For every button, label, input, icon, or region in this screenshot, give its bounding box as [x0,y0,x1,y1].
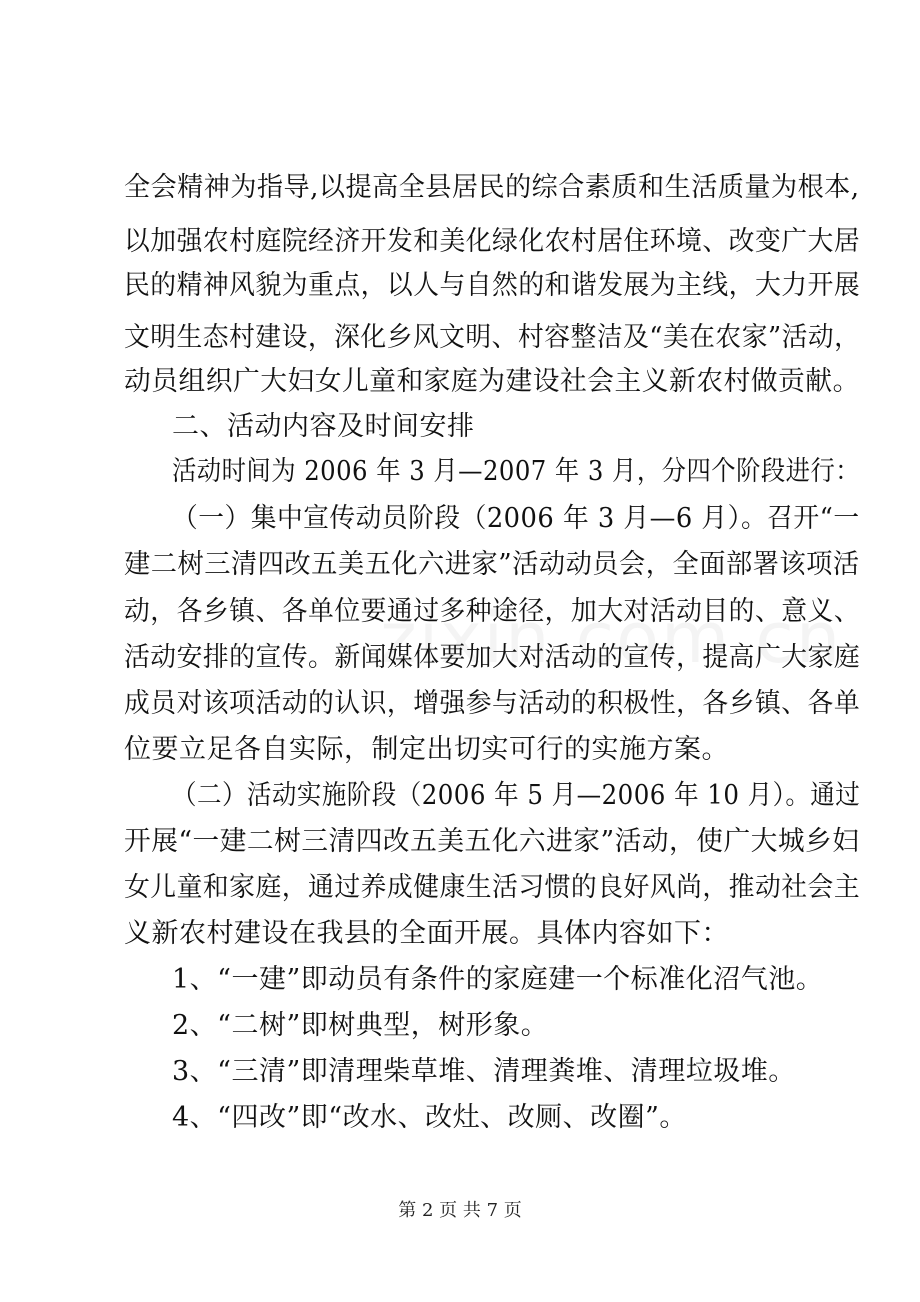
text-line: 全会精神为指导,以提高全县居民的综合素质和生活质量为根本, [124,172,860,203]
text-line: 民的精神风貌为重点，以人与自然的和谐发展为主线，大力开展 [124,270,861,301]
text-line: 开展“一建二树三清四改五美五化六进家”活动，使广大城乡妇 [124,826,860,857]
page-footer: 第 2 页 共 7 页 [398,1200,522,1221]
text-line: 位要立足各自实际，制定出切实可行的实施方案。 [124,734,729,765]
text-line: 动，各乡镇、各单位要通过多种途径，加大对活动目的、意义、 [124,596,861,627]
text-line: 活动安排的宣传。新闻媒体要加大对活动的宣传，提高广大家庭 [124,642,861,673]
text-line: 建二树三清四改五美五化六进家”活动动员会，全面部署该项活 [124,549,860,580]
text-line: （一）集中宣传动员阶段（2006 年 3 月—6 月）。召开“一 [172,503,860,534]
list-item: 1、“一建”即动员有条件的家庭建一个标准化沼气池。 [172,964,824,995]
list-item: 4、“四改”即“改水、改灶、改厕、改圈”。 [172,1102,687,1133]
text-line: 以加强农村庭院经济开发和美化绿化农村居住环境、改变广大居 [124,226,861,257]
text-line: 文明生态村建设，深化乡风文明、村容整洁及“美在农家”活动， [124,322,861,353]
text-line: （二）活动实施阶段（2006 年 5 月—2006 年 10 月）。通过 [172,780,861,811]
text-line: 义新农村建设在我县的全面开展。具体内容如下： [124,918,729,949]
text-line: 活动时间为 2006 年 3 月—2007 年 3 月，分四个阶段进行： [172,456,861,487]
section-heading: 二、活动内容及时间安排 [172,411,475,442]
text-line: 成员对该项活动的认识，增强参与活动的积极性，各乡镇、各单 [124,688,861,719]
list-item: 3、“三清”即清理柴草堆、清理粪堆、清理垃圾堆。 [172,1056,796,1087]
text-line: 动员组织广大妇女儿童和家庭为建设社会主义新农村做贡献。 [124,366,860,397]
list-item: 2、“二树”即树典型，树形象。 [172,1010,549,1041]
text-line: 女儿童和家庭，通过养成健康生活习惯的良好风尚，推动社会主 [124,872,861,903]
